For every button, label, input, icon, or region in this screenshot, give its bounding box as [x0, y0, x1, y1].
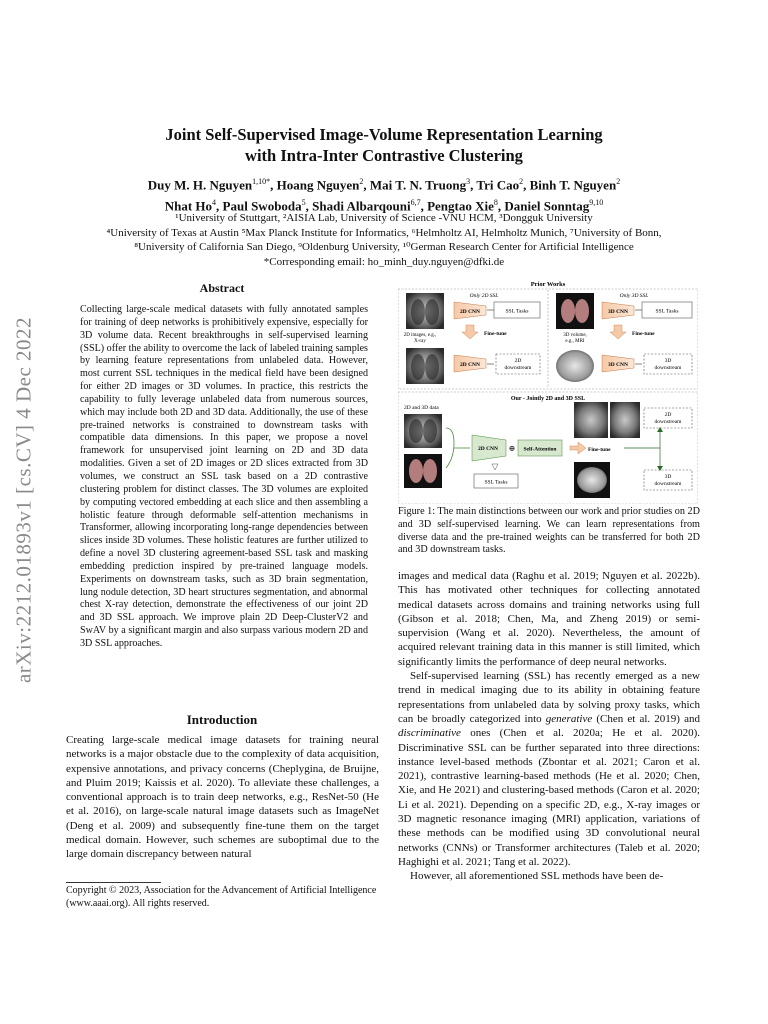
- only-3d-label: Only 3D SSL: [619, 293, 649, 299]
- title-line-1: Joint Self-Supervised Image-Volume Representation Learning: [165, 125, 603, 144]
- arxiv-sidebar: [4, 270, 44, 730]
- ours-hand-xray: [610, 402, 640, 438]
- author-affiliation-index: 2: [359, 177, 364, 186]
- ours-downstream-2d-box: [644, 408, 692, 428]
- copyright-footnote: Copyright © 2023, Association for the Advancement of Artificial Intelligence (www.aaai.org). All rights reserved.: [66, 885, 377, 909]
- svg-text:3D volume,: 3D volume,: [563, 333, 587, 338]
- downstream-3d-box: [644, 354, 692, 374]
- svg-text:SSL Tasks: SSL Tasks: [655, 308, 679, 315]
- svg-text:Self-Attention: Self-Attention: [523, 446, 557, 453]
- corresponding-email[interactable]: *Corresponding email: ho_minh_duy.nguyen@dfki.de: [263, 255, 505, 268]
- ours-knee-xray: [574, 402, 608, 438]
- author-name: Duy M. H. Nguyen: [147, 177, 253, 193]
- svg-text:2D CNN: 2D CNN: [477, 446, 499, 452]
- svg-text:downstream: downstream: [504, 365, 532, 371]
- author-affiliation-index: 4: [212, 198, 217, 208]
- svg-text:3D CNN: 3D CNN: [607, 309, 629, 315]
- paragraph-2: Self-supervised learning (SSL) has recently emerged as a new trend in medical imaging due to its ability in obtaining feature representations from unlabeled data by solving proxy tasks, which can be broadly categorized into generative (Chen et al. 2019) and discriminative ones (Chen et al. 2020a; He et al. 2020). Discriminative SSL can be further separated into three directions: instance level-based methods (Zbontar et al. 2021; Caron et al. 2021), contrastive learning-based methods (He et al. 2020; Chen, Xie, and He 2021) and clustering-based methods (Caron et al. 2020; Li et al. 2021). Depending on a specific 2D, e.g., X-ray images or 3D magnetic resonance imaging (MRI) application, variations of these methods can be modified using 3D convolutional neural networks (CNNs) or Transformer architectures (Taleb et al. 2020; Haghighi et al. 2021; Tang et al. 2022).: [398, 670, 700, 868]
- svg-text:SSL Tasks: SSL Tasks: [484, 479, 508, 486]
- footnote-rule: [66, 882, 161, 883]
- author-affiliation-index: 5: [301, 198, 306, 208]
- affiliation-line-2: ⁴University of Texas at Austin ⁵Max Planck Institute for Informatics, ⁶Helmholtz AI, Helmholtz Munich, ⁷University of Bonn,: [106, 226, 662, 239]
- author-affiliation-index: 2: [616, 177, 621, 186]
- svg-text:3D: 3D: [664, 358, 672, 364]
- svg-text:2D: 2D: [664, 412, 672, 418]
- svg-text:2D and 3D data: 2D and 3D data: [404, 405, 439, 411]
- introduction-text: [66, 733, 379, 862]
- svg-text:downstream: downstream: [654, 481, 682, 487]
- author-affiliation-index: 6,7: [410, 198, 421, 208]
- author-name: Binh T. Nguyen: [529, 177, 617, 193]
- svg-text:2D CNN: 2D CNN: [459, 362, 481, 368]
- author-line-1: Duy M. H. Nguyen$^{1,10*}$, Hoang Nguyen$^2$, Mai T. N. Truong$^3$, Tri Cao$^2$, Binh T. Nguyen$^2$: [147, 177, 621, 193]
- svg-text:2D images, e.g.,: 2D images, e.g.,: [403, 333, 437, 338]
- fine-tune-arrow-2d: [462, 325, 478, 339]
- author-name: Paul Swoboda: [222, 198, 302, 214]
- right-column-text: [398, 569, 700, 884]
- svg-text:⊕: ⊕: [508, 444, 516, 453]
- author-name: Mai T. N. Truong: [369, 177, 467, 193]
- svg-text:e.g., MRI: e.g., MRI: [565, 339, 585, 344]
- abstract-text: Collecting large-scale medical datasets with fully annotated samples for training of deep networks is prohibitively expensive, especially for 3D volume data. Recent breakthroughs in self-supervised learning (SSL) offer the ability to overcome the lack of labeled training samples by learning feature representations from unlabeled data. However, most current SSL techniques in the medical field have been designed for either 2D images or 3D volumes. In practice, this restricts the capability to fully leverage unlabeled data from numerous sources, which may include both 2D and 3D data. Additionally, the use of these pre-trained networks is constrained to downstream tasks with compatible data dimensions. In this paper, we propose a novel framework for unsupervised joint learning on 2D and 3D data modalities. Given a set of 2D images or 2D slices extracted from 3D volumes, we construct an SSL task based on a 2D contrastive clustering problem for distinct classes. The 3D volumes are exploited by computing vectored embedding at each slice and then assembling a holistic feature through deformable self-attention mechanisms in Transformer, allowing incorporating long-range dependencies between slices inside 3D volumes. These holistic features are further utilized to define a novel 3D clustering agreement-based SSL task and masking embedding prediction inspired by pre-trained language models. Experiments on downstream tasks, such as 3D brain segmentation, lung nodule detection, 3D heart structures segmentation, and abnormal chest X-ray detection, demonstrate the effectiveness of our joint 2D and 3D SSL approach. We improve plain 2D Deep-ClusterV2 and SwAV by a significant margin and also surpass various modern 2D and 3D SSL approaches.: [80, 304, 368, 649]
- joint-fine-tune-arrow: [570, 442, 586, 454]
- brain-mri-volume: [556, 350, 594, 382]
- introduction-paragraph: Creating large-scale medical image datasets for training neural networks is a major obstacle due to the complexity of data acquisition, expensive annotations, and privacy concerns (Cheplygina, de Bruijne, and Pluim 2019; Kaissis et al. 2020). To alleviate these challenges, a conventional approach is to train deep networks, e.g., ResNet-50 (He et al. 2016), on large-scale natural image datasets such as ImageNet (Deng et al. 2009) and subsequently fine-tune them on the target medical domain. However, such schemes are suboptimal due to the large domain discrepancy between natural: [66, 734, 379, 861]
- author-name: Hoang Nguyen: [276, 177, 360, 193]
- svg-text:Fine-tune: Fine-tune: [588, 447, 611, 453]
- author-affiliation-index: 9,10: [589, 198, 604, 208]
- svg-text:downstream: downstream: [654, 419, 682, 425]
- introduction-heading: Introduction: [186, 712, 258, 727]
- fine-tune-arrow-3d: [610, 325, 626, 339]
- author-name: Pengtao Xie: [427, 198, 494, 214]
- paper-title: [80, 124, 688, 166]
- svg-text:Fine-tune: Fine-tune: [632, 331, 655, 337]
- only-2d-label: Only 2D SSL: [469, 293, 499, 299]
- svg-text:SSL Tasks: SSL Tasks: [505, 308, 529, 315]
- svg-text:3D CNN: 3D CNN: [607, 362, 629, 368]
- svg-text:3D: 3D: [664, 474, 672, 480]
- svg-text:2D CNN: 2D CNN: [459, 309, 481, 315]
- prior-works-label: Prior Works: [530, 281, 566, 288]
- author-affiliation-index: 1,10*: [252, 177, 271, 186]
- svg-text:X-ray: X-ray: [414, 339, 426, 344]
- affiliation-line-3: ⁸University of California San Diego, ⁹Oldenburg University, ¹⁰German Research Center for Artificial Intelligence: [134, 241, 634, 253]
- author-line-2: Nhat Ho$^4$, Paul Swoboda$^5$, Shadi Albarqouni$^{6,7}$, Pengtao Xie$^8$, Daniel Sonntag$^{9,10}$: [164, 198, 604, 214]
- author-name: Daniel Sonntag: [504, 198, 590, 214]
- downstream-2d-box: [496, 354, 540, 374]
- author-name: Shadi Albarqouni: [312, 198, 411, 214]
- svg-text:2D: 2D: [514, 358, 522, 364]
- paragraph-1: images and medical data (Raghu et al. 2019; Nguyen et al. 2022b). This has motivated other techniques for collecting annotated medical datasets across domains and training networks using full (Gibson et al. 2018; Chen, Ma, and Zheng 2019) or semi-supervision (Wang et al. 2020). Nevertheless, the amount of acquired relevant training data in this manner is still limited, which significantly limits the performance of deep neural networks.: [398, 570, 700, 668]
- affiliations: [60, 211, 708, 269]
- svg-text:Fine-tune: Fine-tune: [484, 331, 507, 337]
- title-line-2: with Intra-Inter Contrastive Clustering: [245, 146, 523, 165]
- author-affiliation-index: 3: [466, 177, 471, 186]
- figure-1: [398, 278, 698, 504]
- svg-text:downstream: downstream: [654, 365, 682, 371]
- author-name: Tri Cao: [476, 177, 520, 193]
- affiliation-line-1: ¹University of Stuttgart, ²AISIA Lab, University of Science -VNU HCM, ³Dongguk University: [175, 212, 593, 224]
- paragraph-3: However, all aforementioned SSL methods have been de-: [410, 870, 664, 883]
- author-name: Nhat Ho: [164, 198, 213, 214]
- author-affiliation-index: 2: [519, 177, 524, 186]
- arxiv-identifier[interactable]: arXiv:2212.01893v1 [cs.CV] 4 Dec 2022: [11, 316, 36, 684]
- author-list: [70, 173, 698, 216]
- ours-label: Our - Jointly 2D and 3D SSL: [510, 396, 586, 402]
- figure-1-caption: Figure 1: The main distinctions between our work and prior studies on 2D and 3D self-supervised learning. We can learn representations from diverse data and the pre-trained weights can be transferred for both 2D and 3D downstream tasks.: [398, 506, 700, 556]
- author-affiliation-index: 8: [493, 198, 498, 208]
- abstract-heading: Abstract: [199, 281, 245, 295]
- ours-downstream-3d-box: [644, 470, 692, 490]
